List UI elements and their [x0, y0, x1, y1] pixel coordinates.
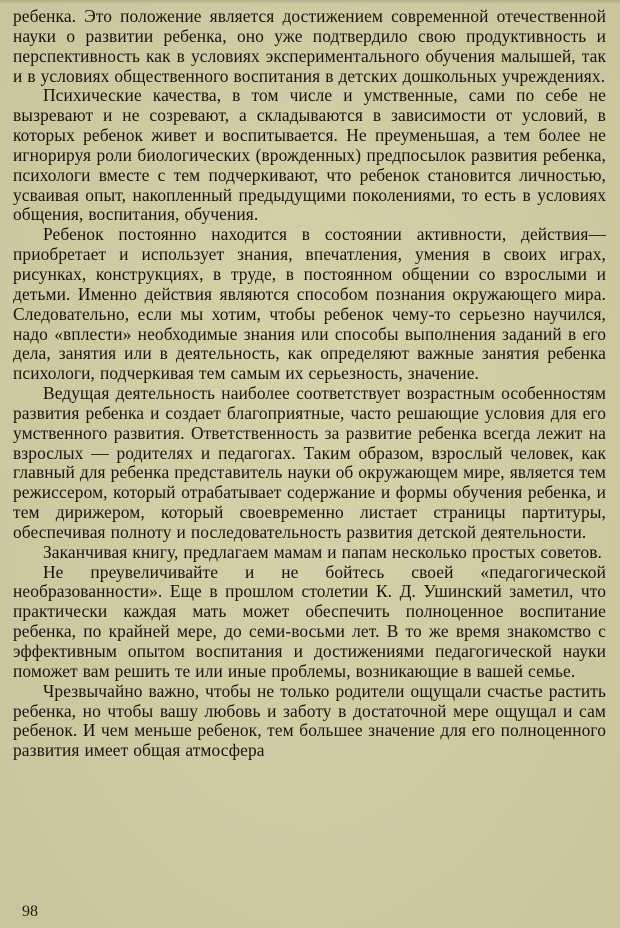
paragraph-7: Чрезвычайно важно, чтобы не только родители ощущали счастье растить ребенка, но чтобы вашу любовь и заботу в достаточной мере ощущал и сам ребенок. И чем меньше ребенок, тем большее значение для его полноценного развития имеет общая атмосфера: [13, 680, 606, 761]
paragraph-4: Ведущая деятельность наиболее соответствует возрастным особенностям развития ребенка и создает благоприятные, часто решающие условия для его умственного развития. Ответственность за развитие ребенка всегда лежит на взрослых — родителях и педагогах. Таким образом, взрослый человек, как главный для ребенка представитель науки об окружающем мире, является тем режиссером, который отрабатывает содержание и формы обучения ребенка, и тем дирижером, который своевременно листает страницы партитуры, обеспечивая полноту и последовательность развития детской деятельности.: [13, 383, 606, 542]
paragraph-3: Ребенок постоянно находится в состоянии активности, действия— приобретает и использует знания, впечатления, умения в своих играх, рисунках, конструкциях, в труде, в постоянном общении со взрослыми и детьми. Именно действия являются способом познания окружающего мира. Следовательно, если мы хотим, чтобы ребенок чему-то серьезно научился, надо «вплести» необходимые знания или способы выполнения заданий в его дела, занятия или в деятельность, как определяют важные занятия ребенка психологи, подчеркивая тем самым их серьезность, значение.: [13, 224, 606, 384]
page-number: 98: [22, 903, 38, 920]
paragraph-1: ребенка. Это положение является достижением современной отечественной науки о развитии ребенка, оно уже подтвердило свою продуктивность и перспективность как в условиях экспериментального обучения малышей, так и в условиях общественного воспитания в детских дошкольных учреждениях.: [13, 6, 606, 86]
paragraph-2: Психические качества, в том числе и умственные, сами по себе не вызревают и не созревают, а складываются в зависимости от условий, в которых ребенок живет и воспитывается. Не преуменьшая, а тем более не игнорируя роли биологических (врожденных) предпосылок развития ребенка, психологи вместе с тем подчеркивают, что ребенок становится личностью, усваивая опыт, накопленный предыдущими поколениями, то есть в условиях общения, воспитания, обучения.: [13, 85, 606, 225]
paragraph-6: Не преувеличивайте и не бойтесь своей «педагогической необразованности». Еще в прошлом столетии К. Д. Ушинский заметил, что практически каждая мать может обеспечить полноценное воспитание ребенка, по крайней мере, до семи-восьми лет. В то же время знакомство с эффективным опытом воспитания и достижениями педагогической науки поможет вам решить те или иные проблемы, возникающие в вашей семье.: [13, 561, 606, 681]
paragraph-5: Заканчивая книгу, предлагаем мамам и папам несколько простых советов.: [43, 541, 603, 562]
